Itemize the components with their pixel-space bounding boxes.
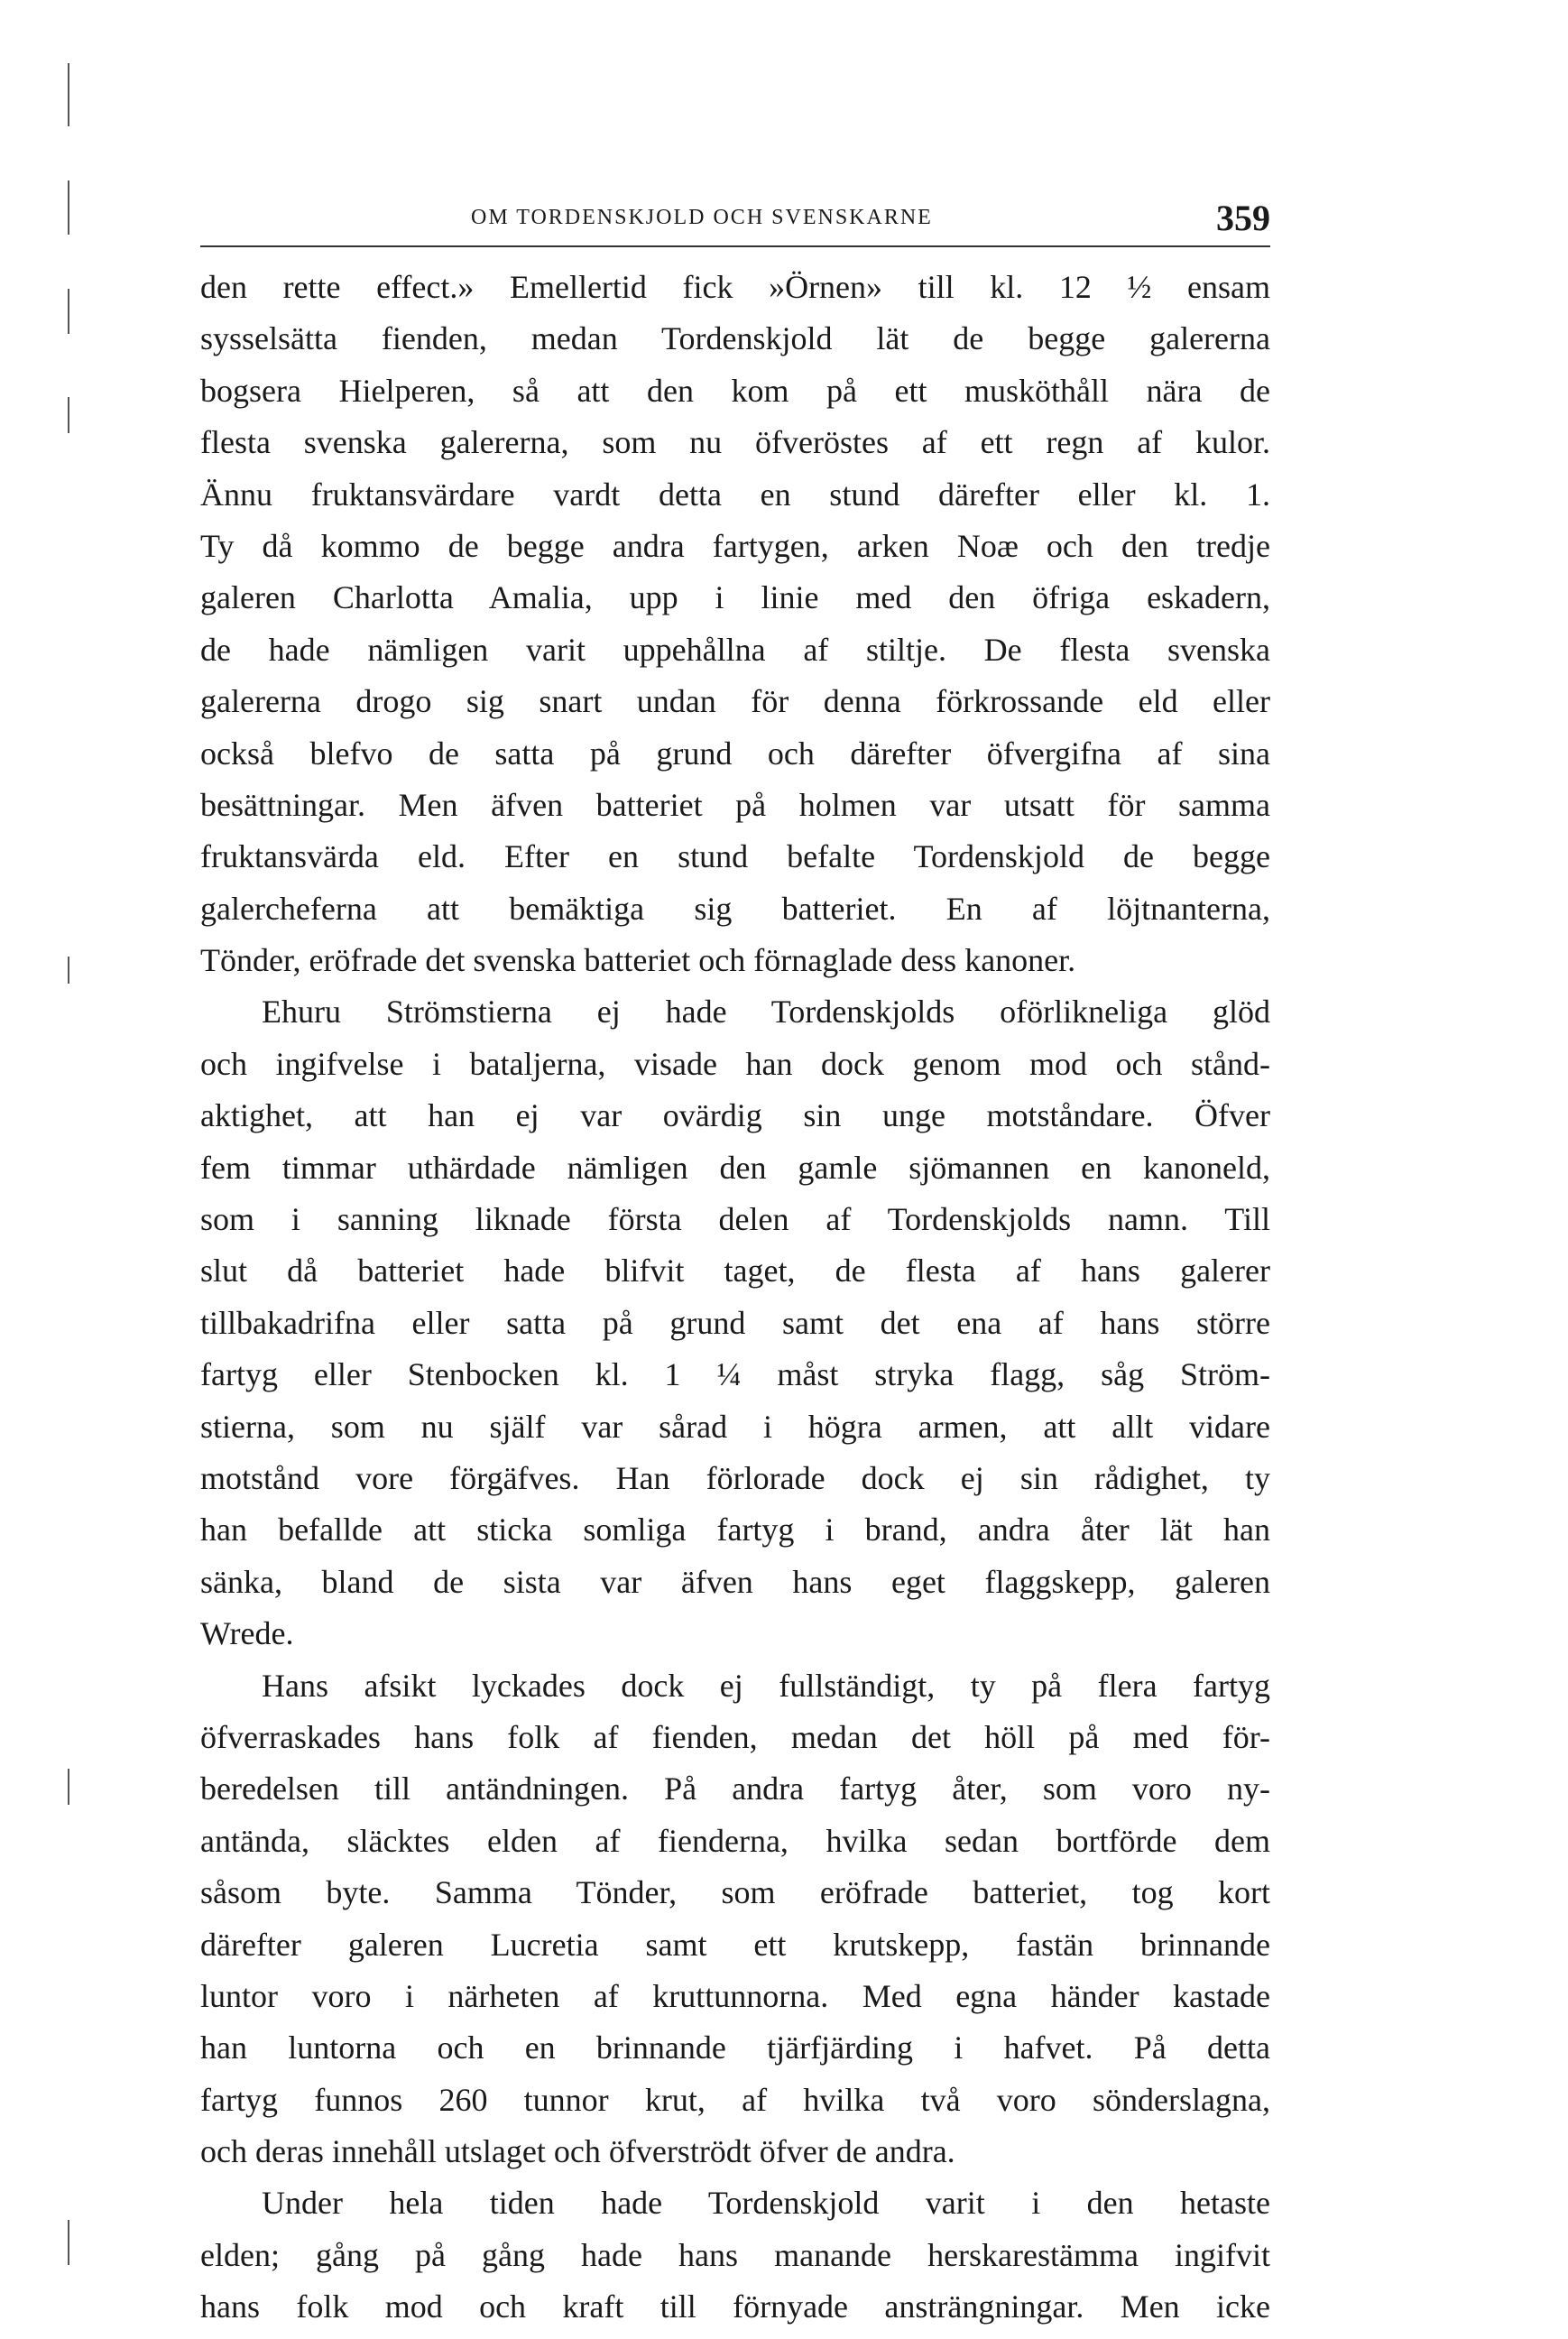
text-line: flesta svenska galererna, som nu öfveröstes af ett regn af kulor. — [200, 424, 1270, 461]
page-number: 359 — [1216, 198, 1270, 238]
text-line: öfverraskades hans folk af fienden, medan det höll på med för- — [200, 1718, 1270, 1755]
text-line: Ty då kommo de begge andra fartygen, arken Noæ och den tredje — [200, 527, 1270, 564]
text-line: sysselsätta fienden, medan Tordenskjold lät de begge galererna — [200, 320, 1270, 357]
text-line: besättningar. Men äfven batteriet på holmen var utsatt för samma — [200, 786, 1270, 823]
text-line: också blefvo de satta på grund och därefter öfvergifna af sina — [200, 735, 1270, 772]
text-line: fruktansvärda eld. Efter en stund befalte Tordenskjold de begge — [200, 838, 1270, 875]
page-header — [200, 200, 1270, 245]
text-line: galercheferna att bemäktiga sig batteriet. En af löjtnanterna, — [200, 890, 1270, 927]
text-line: elden; gång på gång hade hans manande herskarestämma ingifvit — [200, 2236, 1270, 2273]
paragraph-start-line: Ehuru Strömstierna ej hade Tordenskjolds oförlikneliga glöd — [262, 994, 1270, 1031]
text-line: sänka, bland de sista var äfven hans eget flaggskepp, galeren — [200, 1563, 1270, 1600]
text-line: galeren Charlotta Amalia, upp i linie med den öfriga eskadern, — [200, 579, 1270, 616]
header-rule — [200, 245, 1270, 247]
page-edge-marks — [68, 54, 73, 2310]
text-line: därefter galeren Lucretia samt ett krutskepp, fastän brinnande — [200, 1926, 1270, 1963]
text-line: bogsera Hielperen, så att den kom på ett musköthåll nära de — [200, 372, 1270, 409]
text-line: som i sanning liknade första delen af Tordenskjolds namn. Till — [200, 1201, 1270, 1238]
text-line: stierna, som nu själf var sårad i högra armen, att allt vidare — [200, 1408, 1270, 1445]
text-line: han befallde att sticka somliga fartyg i brand, andra åter lät han — [200, 1512, 1270, 1549]
text-line: aktighet, att han ej var ovärdig sin unge motståndare. Öfver — [200, 1097, 1270, 1134]
text-line: fartyg funnos 260 tunnor krut, af hvilka två voro sönderslagna, — [200, 2081, 1270, 2118]
text-line: Tönder, eröfrade det svenska batteriet och förnaglade dess kanoner. — [200, 942, 1076, 979]
text-line: den rette effect.» Emellertid fick »Örnen» till kl. 12 ½ ensam — [200, 269, 1270, 305]
text-line: beredelsen till antändningen. På andra fartyg åter, som voro ny- — [200, 1770, 1270, 1807]
text-line: motstånd vore förgäfves. Han förlorade dock ej sin rådighet, ty — [200, 1459, 1270, 1496]
text-line: luntor voro i närheten af kruttunnorna. Med egna händer kastade — [200, 1977, 1270, 2014]
text-line: fem timmar uthärdade nämligen den gamle sjömannen en kanoneld, — [200, 1149, 1270, 1186]
text-line: och deras innehåll utslaget och öfverströdt öfver de andra. — [200, 2133, 955, 2170]
running-head: OM TORDENSKJOLD OCH SVENSKARNE — [471, 206, 933, 229]
paragraph-start-line: Hans afsikt lyckades dock ej fullständigt, ty på flera fartyg — [262, 1667, 1270, 1704]
text-line: han luntorna och en brinnande tjärfjärding i hafvet. På detta — [200, 2029, 1270, 2066]
body-text — [200, 262, 1270, 2334]
text-line: och ingifvelse i bataljerna, visade han dock genom mod och stånd- — [200, 1045, 1270, 1082]
text-line: hans folk mod och kraft till förnyade ansträngningar. Men icke — [200, 2288, 1270, 2325]
text-line: Ännu fruktansvärdare vardt detta en stund därefter eller kl. 1. — [200, 476, 1270, 513]
text-line: slut då batteriet hade blifvit taget, de flesta af hans galerer — [200, 1253, 1270, 1290]
text-line: såsom byte. Samma Tönder, som eröfrade batteriet, tog kort — [200, 1874, 1270, 1911]
text-line: Wrede. — [200, 1615, 294, 1652]
text-line: antända, släcktes elden af fienderna, hvilka sedan bortförde dem — [200, 1822, 1270, 1859]
text-line: tillbakadrifna eller satta på grund samt det ena af hans större — [200, 1304, 1270, 1341]
text-line: fartyg eller Stenbocken kl. 1 ¼ måst stryka flagg, såg Ström- — [200, 1356, 1270, 1393]
paragraph-start-line: Under hela tiden hade Tordenskjold varit i den hetaste — [262, 2185, 1270, 2222]
text-line: galererna drogo sig snart undan för denna förkrossande eld eller — [200, 683, 1270, 720]
text-line: de hade nämligen varit uppehållna af stiltje. De flesta svenska — [200, 631, 1270, 668]
